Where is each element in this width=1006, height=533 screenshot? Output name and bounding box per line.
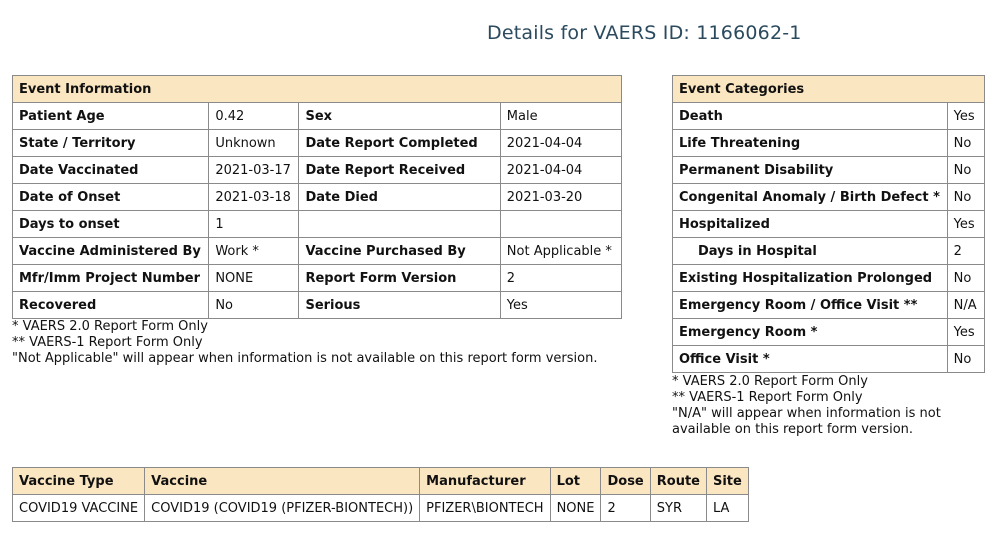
vaccine-column-header: Dose — [601, 468, 650, 495]
event-category-label: Permanent Disability — [673, 157, 948, 184]
event-info-label: Days to onset — [13, 211, 209, 238]
event-category-row — [673, 103, 985, 130]
event-info-value: 2 — [500, 265, 621, 292]
event-category-value: N/A — [947, 292, 984, 319]
event-category-label: Hospitalized — [673, 211, 948, 238]
event-info-value: 2021-03-20 — [500, 184, 621, 211]
event-info-value: Not Applicable * — [500, 238, 621, 265]
event-category-row — [673, 292, 985, 319]
event-category-label: Congenital Anomaly / Birth Defect * — [673, 184, 948, 211]
event-information-notes — [12, 319, 597, 367]
event-info-label: Report Form Version — [299, 265, 500, 292]
event-info-row — [13, 157, 622, 184]
event-info-row — [13, 292, 622, 319]
event-info-value: Yes — [500, 292, 621, 319]
event-category-value: No — [947, 265, 984, 292]
event-information-header: Event Information — [13, 76, 622, 103]
vaccine-cell: NONE — [550, 495, 601, 522]
event-info-value: 2021-04-04 — [500, 130, 621, 157]
note-line: "Not Applicable" will appear when information is not available on this report form version. — [12, 351, 598, 366]
vaccine-cell: PFIZER\BIONTECH — [420, 495, 550, 522]
event-info-value: 2021-04-04 — [500, 157, 621, 184]
event-info-label: Date Vaccinated — [13, 157, 209, 184]
vaccine-cell: COVID19 VACCINE — [13, 495, 145, 522]
event-info-row — [13, 184, 622, 211]
event-info-row — [13, 130, 622, 157]
event-info-label: Recovered — [13, 292, 209, 319]
event-info-row — [13, 103, 622, 130]
note-line: available on this report form version. — [672, 422, 914, 437]
event-category-label: Office Visit * — [673, 346, 948, 373]
event-category-value: No — [947, 157, 984, 184]
event-category-row — [673, 157, 985, 184]
event-info-label — [299, 211, 500, 238]
event-info-label: Vaccine Administered By — [13, 238, 209, 265]
event-category-value: 2 — [947, 238, 984, 265]
vaccine-cell: COVID19 (COVID19 (PFIZER-BIONTECH)) — [145, 495, 420, 522]
event-info-label: Patient Age — [13, 103, 209, 130]
event-category-row — [673, 319, 985, 346]
event-info-value: 0.42 — [209, 103, 299, 130]
event-info-label: Mfr/Imm Project Number — [13, 265, 209, 292]
event-category-value: Yes — [947, 103, 984, 130]
note-line: "N/A" will appear when information is not — [672, 406, 941, 421]
event-info-label: Sex — [299, 103, 500, 130]
event-category-row — [673, 238, 985, 265]
event-info-label: Date Report Completed — [299, 130, 500, 157]
note-line: ** VAERS-1 Report Form Only — [672, 390, 863, 405]
vaccine-column-header: Lot — [550, 468, 601, 495]
event-info-value: Unknown — [209, 130, 299, 157]
event-info-value: NONE — [209, 265, 299, 292]
vaccine-column-header: Manufacturer — [420, 468, 550, 495]
event-info-row — [13, 265, 622, 292]
page-title: Details for VAERS ID: 1166062-1 — [487, 22, 802, 44]
event-category-label: Life Threatening — [673, 130, 948, 157]
event-category-label: Existing Hospitalization Prolonged — [673, 265, 948, 292]
event-category-row — [673, 346, 985, 373]
event-info-value — [500, 211, 621, 238]
vaccine-column-header: Route — [650, 468, 706, 495]
event-category-label: Days in Hospital — [673, 238, 948, 265]
event-info-row — [13, 238, 622, 265]
event-info-value: 2021-03-18 — [209, 184, 299, 211]
event-info-label: Date of Onset — [13, 184, 209, 211]
event-info-value: 2021-03-17 — [209, 157, 299, 184]
event-category-value: No — [947, 184, 984, 211]
note-line: ** VAERS-1 Report Form Only — [12, 335, 203, 350]
event-category-value: No — [947, 346, 984, 373]
vaccine-column-header: Site — [706, 468, 748, 495]
event-info-label: Date Died — [299, 184, 500, 211]
event-info-label: State / Territory — [13, 130, 209, 157]
event-category-label: Emergency Room * — [673, 319, 948, 346]
event-info-label: Serious — [299, 292, 500, 319]
event-info-label: Date Report Received — [299, 157, 500, 184]
vaccine-cell: 2 — [601, 495, 650, 522]
event-info-value: 1 — [209, 211, 299, 238]
event-info-value: Male — [500, 103, 621, 130]
event-info-row — [13, 211, 622, 238]
event-categories-table — [672, 75, 985, 373]
event-categories-notes — [672, 374, 941, 438]
event-category-row — [673, 184, 985, 211]
vaccine-column-header: Vaccine — [145, 468, 420, 495]
event-category-value: No — [947, 130, 984, 157]
vaccine-row — [13, 495, 749, 522]
event-info-label: Vaccine Purchased By — [299, 238, 500, 265]
event-categories-header: Event Categories — [673, 76, 985, 103]
note-line: * VAERS 2.0 Report Form Only — [12, 319, 208, 334]
vaccine-table — [12, 467, 749, 522]
vaccine-cell: SYR — [650, 495, 706, 522]
event-info-value: Work * — [209, 238, 299, 265]
event-information-table — [12, 75, 622, 319]
event-category-row — [673, 265, 985, 292]
event-category-label: Emergency Room / Office Visit ** — [673, 292, 948, 319]
event-info-value: No — [209, 292, 299, 319]
event-category-row — [673, 211, 985, 238]
vaccine-cell: LA — [706, 495, 748, 522]
event-category-row — [673, 130, 985, 157]
note-line: * VAERS 2.0 Report Form Only — [672, 374, 868, 389]
event-category-value: Yes — [947, 319, 984, 346]
vaccine-column-header: Vaccine Type — [13, 468, 145, 495]
event-category-label: Death — [673, 103, 948, 130]
event-category-value: Yes — [947, 211, 984, 238]
